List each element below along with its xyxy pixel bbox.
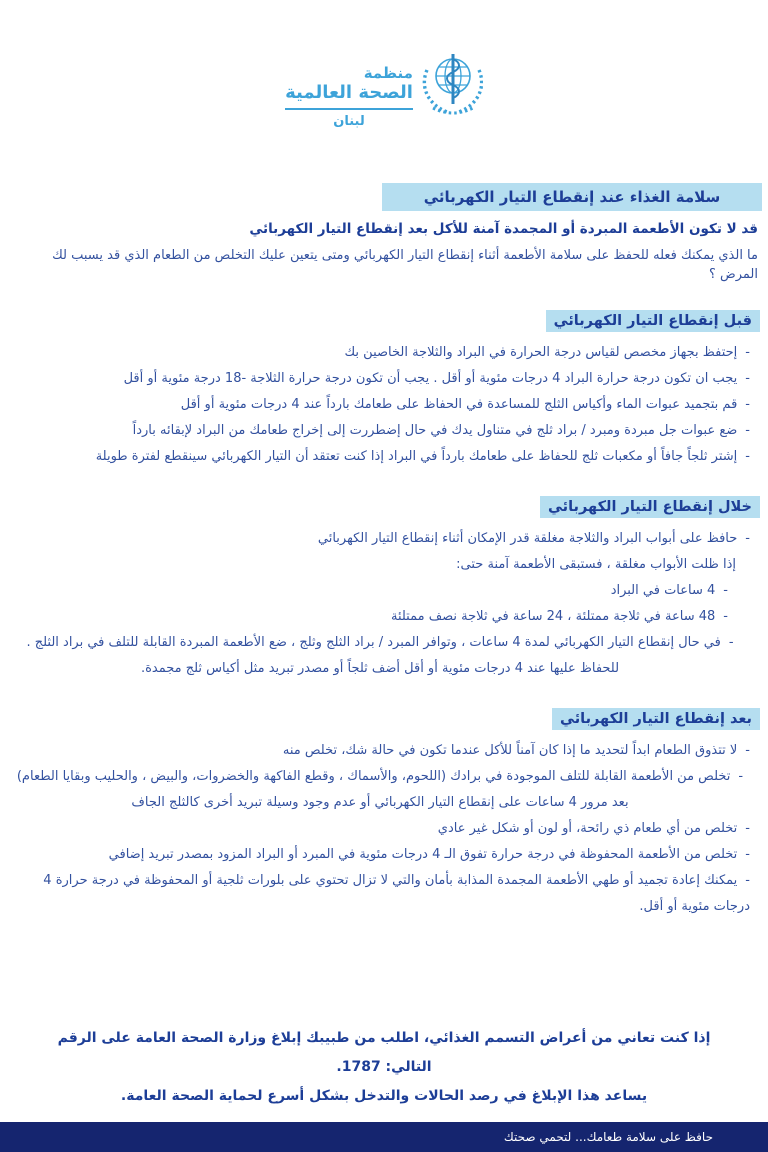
list-item: - لا تتذوق الطعام ابداً لتحديد ما إذا كان آمناً للأكل عندما تكون في حالة شك، تخلص منه bbox=[10, 738, 750, 764]
intro-bold-text: قد لا تكون الأطعمة المبردة أو المجمدة آمنة للأكل بعد إنقطاع التيار الكهربائي bbox=[249, 221, 758, 237]
list-item: - حافظ على أبواب البراد والثلاجة مغلقة قدر الإمكان أثناء إنقطاع التيار الكهربائي bbox=[10, 526, 750, 552]
logo-divider bbox=[285, 108, 413, 110]
list-item: - يمكنك إعادة تجميد أو طهي الأطعمة المجمدة المذابة بأمان والتي لا تزال تحتوي على بلورات ثلجية أو المحفوظة في درجة حرارة 4 درجات مئوية أو أقل. bbox=[10, 868, 750, 920]
who-org-line2: الصحة العالمية bbox=[285, 82, 413, 103]
section-heading-after bbox=[0, 708, 760, 730]
report-notice bbox=[40, 1024, 728, 1111]
sub-list-item: - 48 ساعة في ثلاجة ممتلئة ، 24 ساعة في ثلاجة نصف ممتلئة bbox=[10, 604, 728, 630]
section-heading-before bbox=[0, 310, 760, 332]
list-item: - يجب ان تكون درجة حرارة البراد 4 درجات مئوية أو أقل . يجب أن تكون درجة حرارة الثلاجة -18 درجة مئوية أو أقل bbox=[10, 366, 750, 392]
section-heading-during bbox=[0, 496, 760, 518]
list-intro-text: إذا ظلت الأبواب مغلقة ، فستبقى الأطعمة آمنة حتى: bbox=[456, 557, 736, 572]
who-country-label: لبنان bbox=[333, 114, 365, 129]
list-item: - ضع عبوات جل مبردة ومبرد / براد ثلج في متناول يدك في حال إضطررت إلى إخراج طعامك من البراد لإبقائه بارداً bbox=[10, 418, 750, 444]
list-item: - تخلص من أي طعام ذي رائحة، أو لون أو شكل غير عادي bbox=[10, 816, 750, 842]
list-item: - تخلص من الأطعمة القابلة للتلف الموجودة في برادك (اللحوم، والأسماك ، وقطع الفاكهة والخضروات، والبيض ، والحليب وبقايا الطعام) بعد مرور 4 ساعات على إنقطاع التيار الكهربائي أو عدم وجود وسيلة تبريد أخرى كالثلج الجاف bbox=[10, 764, 750, 816]
who-emblem-icon bbox=[419, 50, 483, 122]
section-heading-before-label: قبل إنقطاع التيار الكهربائي bbox=[546, 310, 760, 332]
list-item: - في حال إنقطاع التيار الكهربائي لمدة 4 ساعات ، وتوافر المبرد / براد الثلج وثلج ، ضع الأطعمة المبردة القابلة للتلف في براد الثلج . للحفاظ عليها عند 4 درجات مئوية أو أقل أضف ثلجاً أو مصدر تبريد مثل أكياس ثلج مجمدة. bbox=[10, 630, 750, 682]
intro-question-text: ما الذي يمكنك فعله للحفظ على سلامة الأطعمة أثناء إنقطاع التيار الكهربائي ومتى يتعين عليك التخلص من الطعام الذي قد يسبب لك المرض ؟ bbox=[52, 248, 758, 282]
list-item: - قم بتجميد عبوات الماء وأكياس الثلج للمساعدة في الحفاظ على طعامك بارداً عند 4 درجات مئوية أو أقل bbox=[10, 392, 750, 418]
who-wordmark bbox=[285, 50, 413, 129]
logo-block bbox=[0, 0, 768, 129]
page-title: سلامة الغذاء عند إنقطاع التيار الكهربائي bbox=[382, 183, 762, 211]
section-heading-during-label: خلال إنقطاع التيار الكهربائي bbox=[540, 496, 760, 518]
sub-list-item: - 4 ساعات في البراد bbox=[10, 578, 728, 604]
who-logo bbox=[285, 50, 483, 129]
list-item: - تخلص من الأطعمة المحفوظة في درجة حرارة تفوق الـ 4 درجات مئوية في المبرد أو البراد المزود بمصدر تبريد إضافي bbox=[10, 842, 750, 868]
report-line1: إذا كنت تعاني من أعراض التسمم الغذائي، اطلب من طبيبك إبلاغ وزارة الصحة العامة على الرقم التالي: 1787. bbox=[57, 1030, 711, 1075]
footer-slogan-bar: حافظ على سلامة طعامك... لتحمي صحتك bbox=[0, 1122, 768, 1152]
report-line2: يساعد هذا الإبلاغ في رصد الحالات والتدخل بشكل أسرع لحماية الصحة العامة. bbox=[120, 1088, 648, 1104]
list-item: - إشتر ثلجاً جافاً أو مكعبات ثلج للحفاظ على طعامك بارداً في البراد إذا كنت تعتقد أن التيار الكهربائي سينقطع لفترة طويلة bbox=[10, 444, 750, 470]
section-heading-after-label: بعد إنقطاع التيار الكهربائي bbox=[552, 708, 760, 730]
who-org-line1: منظمة bbox=[363, 64, 413, 82]
list-item: - إحتفظ بجهاز مخصص لقياس درجة الحرارة في البراد والثلاجة الخاصين بك bbox=[10, 340, 750, 366]
